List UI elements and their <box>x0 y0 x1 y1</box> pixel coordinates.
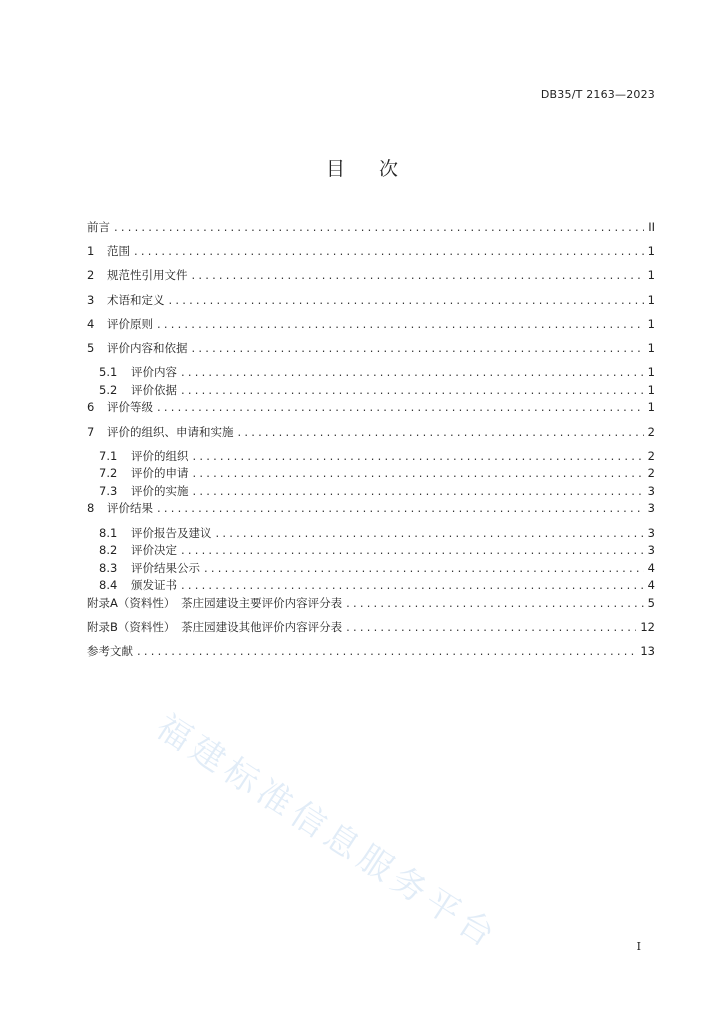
toc-leader-dots <box>157 501 644 515</box>
toc-entry-label: 评价内容和依据 <box>107 340 188 355</box>
toc-entry[interactable] <box>87 267 655 291</box>
toc-entry-page: II <box>648 220 655 234</box>
toc-entry[interactable] <box>87 243 655 267</box>
toc-leader-dots <box>216 526 644 540</box>
toc-entry-label: 评价的实施 <box>131 483 189 498</box>
toc-entry-page: 4 <box>647 578 655 593</box>
toc-entry[interactable] <box>87 399 655 423</box>
toc-entry-number: 5 <box>87 340 95 355</box>
toc-entry-label: 评价的申请 <box>131 466 189 481</box>
toc-leader-dots <box>181 383 644 397</box>
toc-leader-dots <box>134 244 644 258</box>
toc-entry-page: 2 <box>647 448 655 463</box>
toc-leader-dots <box>114 220 644 234</box>
toc-entry-page: 3 <box>647 501 655 516</box>
toc-entry-label: 评价内容 <box>131 365 177 380</box>
toc-leader-dots <box>181 578 644 592</box>
toc-entry-page: 1 <box>647 365 655 380</box>
toc-entry-page: 2 <box>647 466 655 481</box>
toc-entry-number: 1 <box>87 244 95 259</box>
toc-entry[interactable] <box>87 219 655 243</box>
toc-entry-page: 1 <box>647 268 655 283</box>
toc-leader-dots <box>181 365 644 379</box>
toc-entry-page: 12 <box>640 620 655 635</box>
table-of-contents <box>87 219 655 668</box>
toc-leader-dots <box>346 596 644 610</box>
toc-entry-label: 附录B（资料性） 茶庄园建设其他评价内容评分表 <box>87 620 343 635</box>
toc-entry[interactable] <box>87 500 655 524</box>
toc-leader-dots <box>157 317 644 331</box>
toc-entry-label: 评价结果公示 <box>131 560 200 575</box>
toc-entry-number: 7 <box>87 424 95 439</box>
toc-entry[interactable] <box>87 316 655 340</box>
toc-entry-page: 13 <box>640 644 655 659</box>
toc-entry-number: 2 <box>87 268 95 283</box>
toc-entry[interactable] <box>87 483 655 501</box>
toc-entry[interactable] <box>87 619 655 643</box>
toc-entry-number: 7.2 <box>99 466 118 481</box>
page-number: I <box>636 940 641 953</box>
toc-entry[interactable] <box>87 577 655 595</box>
toc-entry-label: 颁发证书 <box>131 578 177 593</box>
document-code: DB35/T 2163—2023 <box>540 88 655 101</box>
toc-entry[interactable] <box>87 382 655 400</box>
toc-entry-number: 6 <box>87 400 95 415</box>
toc-leader-dots <box>192 268 644 282</box>
toc-entry-label: 评价等级 <box>107 400 153 415</box>
toc-entry[interactable] <box>87 465 655 483</box>
toc-entry[interactable] <box>87 292 655 316</box>
toc-entry-label: 附录A（资料性） 茶庄园建设主要评价内容评分表 <box>87 596 343 611</box>
toc-entry-label: 评价的组织、申请和实施 <box>107 424 234 439</box>
toc-entry-page: 5 <box>647 596 655 611</box>
toc-leader-dots <box>193 484 644 498</box>
toc-entry-label: 评价结果 <box>107 501 153 516</box>
toc-leader-dots <box>346 620 636 634</box>
toc-entry-label: 参考文献 <box>87 644 133 659</box>
toc-entry-label: 评价决定 <box>131 543 177 558</box>
toc-leader-dots <box>193 449 644 463</box>
toc-entry[interactable] <box>87 364 655 382</box>
toc-entry-number: 8.3 <box>99 560 118 575</box>
toc-entry-label: 前言 <box>87 220 110 234</box>
toc-entry-number: 7.1 <box>99 448 118 463</box>
toc-entry-page: 3 <box>647 525 655 540</box>
toc-entry-page: 4 <box>647 560 655 575</box>
toc-leader-dots <box>193 466 644 480</box>
toc-entry-number: 8 <box>87 501 95 516</box>
toc-leader-dots <box>157 400 644 414</box>
page-title: 目次 <box>325 158 432 180</box>
toc-leader-dots <box>204 561 644 575</box>
toc-entry-page: 3 <box>647 483 655 498</box>
toc-entry-label: 评价的组织 <box>131 448 189 463</box>
toc-entry-label: 评价报告及建议 <box>131 525 212 540</box>
toc-entry[interactable] <box>87 424 655 448</box>
toc-entry[interactable] <box>87 340 655 364</box>
toc-entry-number: 7.3 <box>99 483 118 498</box>
toc-entry-label: 规范性引用文件 <box>107 268 188 283</box>
toc-entry-number: 8.1 <box>99 525 118 540</box>
toc-entry[interactable] <box>87 595 655 619</box>
toc-entry-number: 4 <box>87 316 95 331</box>
toc-entry[interactable] <box>87 643 655 667</box>
toc-entry-number: 5.2 <box>99 382 118 397</box>
toc-leader-dots <box>169 293 644 307</box>
toc-entry-page: 1 <box>647 292 655 307</box>
toc-entry-page: 1 <box>647 400 655 415</box>
toc-entry-label: 评价依据 <box>131 382 177 397</box>
toc-leader-dots <box>137 644 636 658</box>
toc-entry-page: 1 <box>647 382 655 397</box>
toc-entry-page: 1 <box>647 244 655 259</box>
toc-entry-page: 1 <box>647 340 655 355</box>
toc-entry-label: 评价原则 <box>107 316 153 331</box>
toc-entry[interactable] <box>87 525 655 543</box>
toc-entry-number: 3 <box>87 292 95 307</box>
toc-entry-number: 5.1 <box>99 365 118 380</box>
toc-entry[interactable] <box>87 560 655 578</box>
toc-entry-page: 1 <box>647 316 655 331</box>
toc-leader-dots <box>192 341 644 355</box>
toc-entry[interactable] <box>87 448 655 466</box>
toc-entry-label: 术语和定义 <box>107 292 165 307</box>
watermark: 福建标准信息服务平台 <box>148 706 507 959</box>
toc-leader-dots <box>181 543 644 557</box>
toc-entry-page: 3 <box>647 543 655 558</box>
toc-entry-number: 8.4 <box>99 578 118 593</box>
toc-entry-number: 8.2 <box>99 543 118 558</box>
toc-entry-label: 范围 <box>107 244 130 259</box>
toc-leader-dots <box>238 425 644 439</box>
toc-entry-page: 2 <box>647 424 655 439</box>
toc-entry[interactable] <box>87 542 655 560</box>
